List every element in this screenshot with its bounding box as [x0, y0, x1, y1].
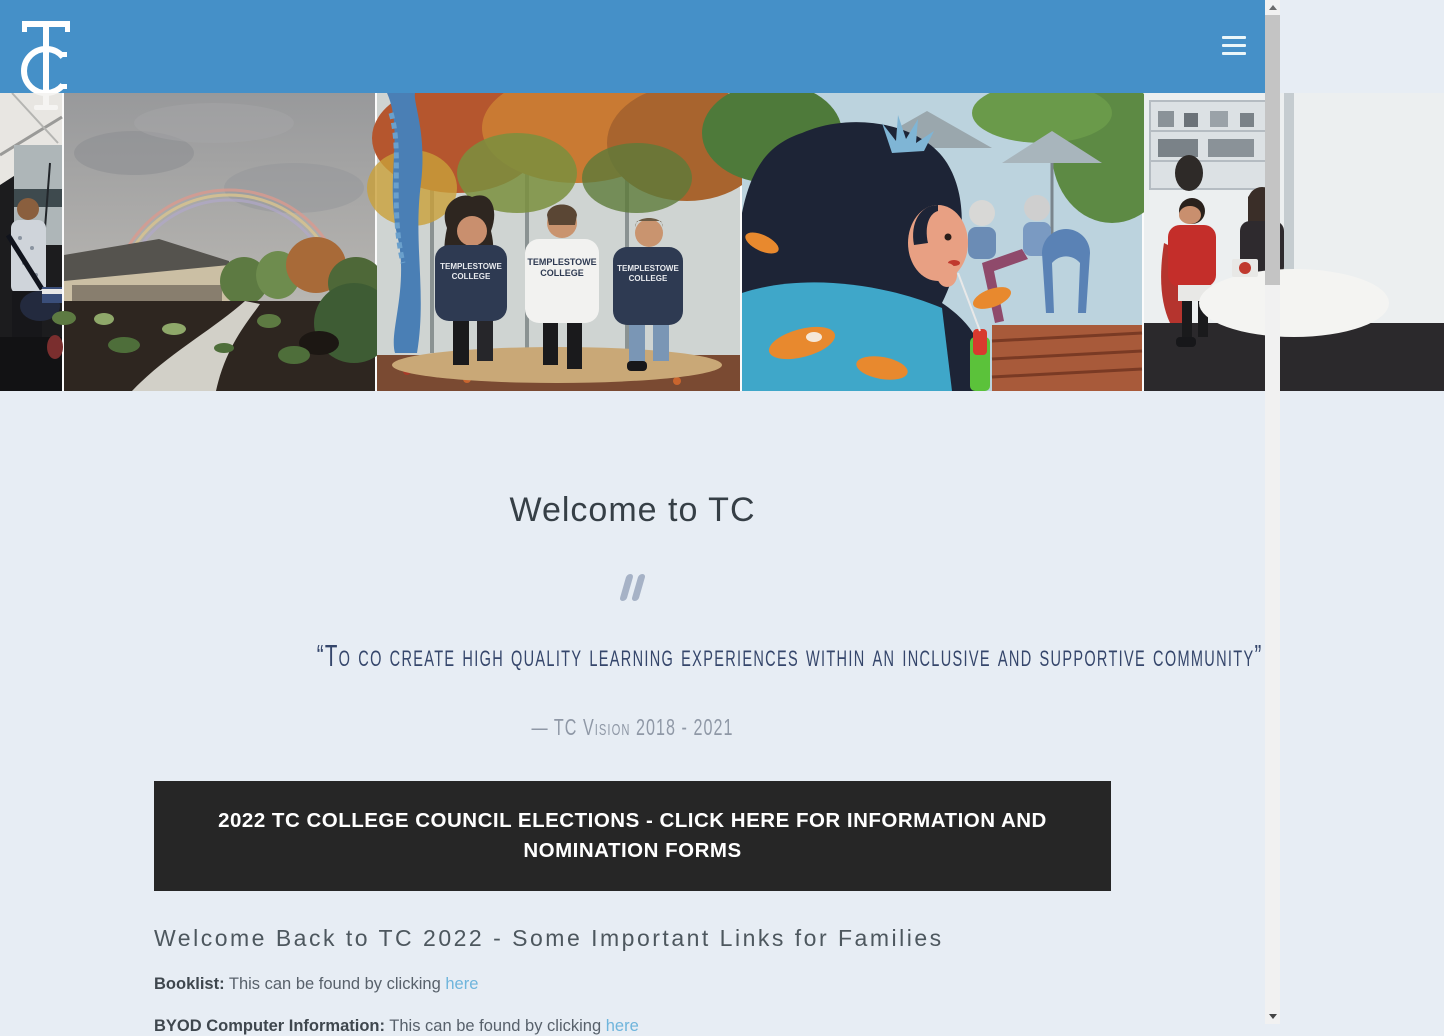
- byod-line: [154, 1016, 1111, 1036]
- banner-text: 2022 TC COLLEGE COUNCIL ELECTIONS - CLICK HERE FOR INFORMATION AND NOMINATION FORMS: [218, 809, 1047, 862]
- quote-attribution: — TC Vision 2018 - 2021: [531, 714, 734, 740]
- hamburger-bar: [1222, 52, 1246, 55]
- svg-text:TEMPLESTOWE: TEMPLESTOWE: [440, 262, 502, 271]
- hamburger-bar: [1222, 36, 1246, 39]
- svg-text:COLLEGE: COLLEGE: [451, 272, 491, 281]
- carousel-photo-cafeteria: [1144, 93, 1444, 391]
- byod-text: This can be found by clicking: [385, 1017, 606, 1035]
- quote-icon: [616, 574, 650, 604]
- booklist-here-link[interactable]: here: [445, 975, 479, 993]
- photo-carousel: [0, 93, 1265, 391]
- page-title: Welcome to TC: [509, 491, 756, 529]
- council-elections-banner[interactable]: [154, 781, 1111, 891]
- site-header: [0, 0, 1265, 93]
- byod-label: BYOD Computer Information:: [154, 1017, 385, 1035]
- links-section-heading: Welcome Back to TC 2022 - Some Important Links for Families: [154, 925, 944, 951]
- carousel-photo-three-students: [377, 93, 740, 391]
- hamburger-bar: [1222, 44, 1246, 47]
- svg-text:TEMPLESTOWE: TEMPLESTOWE: [617, 264, 679, 273]
- svg-text:COLLEGE: COLLEGE: [628, 274, 668, 283]
- scrollbar-thumb[interactable]: [1265, 15, 1280, 285]
- booklist-label: Booklist:: [154, 975, 225, 993]
- vertical-scrollbar[interactable]: [1265, 0, 1280, 1024]
- main-content: [0, 391, 1265, 1036]
- carousel-photo-guitar-performance: [0, 93, 62, 391]
- tc-logo[interactable]: [20, 16, 72, 116]
- carousel-photo-koi-mural: [742, 93, 1142, 391]
- vision-quote: “To co create high quality learning experiences within an inclusive and supportive community”: [316, 638, 1263, 673]
- svg-text:TEMPLESTOWE: TEMPLESTOWE: [527, 257, 597, 267]
- booklist-text: This can be found by clicking: [224, 975, 446, 993]
- carousel-photo-rainbow-garden: [64, 93, 375, 391]
- tc-monogram-icon: [20, 16, 72, 116]
- byod-here-link[interactable]: here: [605, 1017, 639, 1035]
- booklist-line: [154, 974, 1111, 994]
- hamburger-menu-icon[interactable]: [1222, 36, 1246, 55]
- arrow-down-icon[interactable]: [1265, 1009, 1280, 1024]
- svg-text:COLLEGE: COLLEGE: [540, 268, 584, 278]
- arrow-up-icon[interactable]: [1265, 0, 1280, 15]
